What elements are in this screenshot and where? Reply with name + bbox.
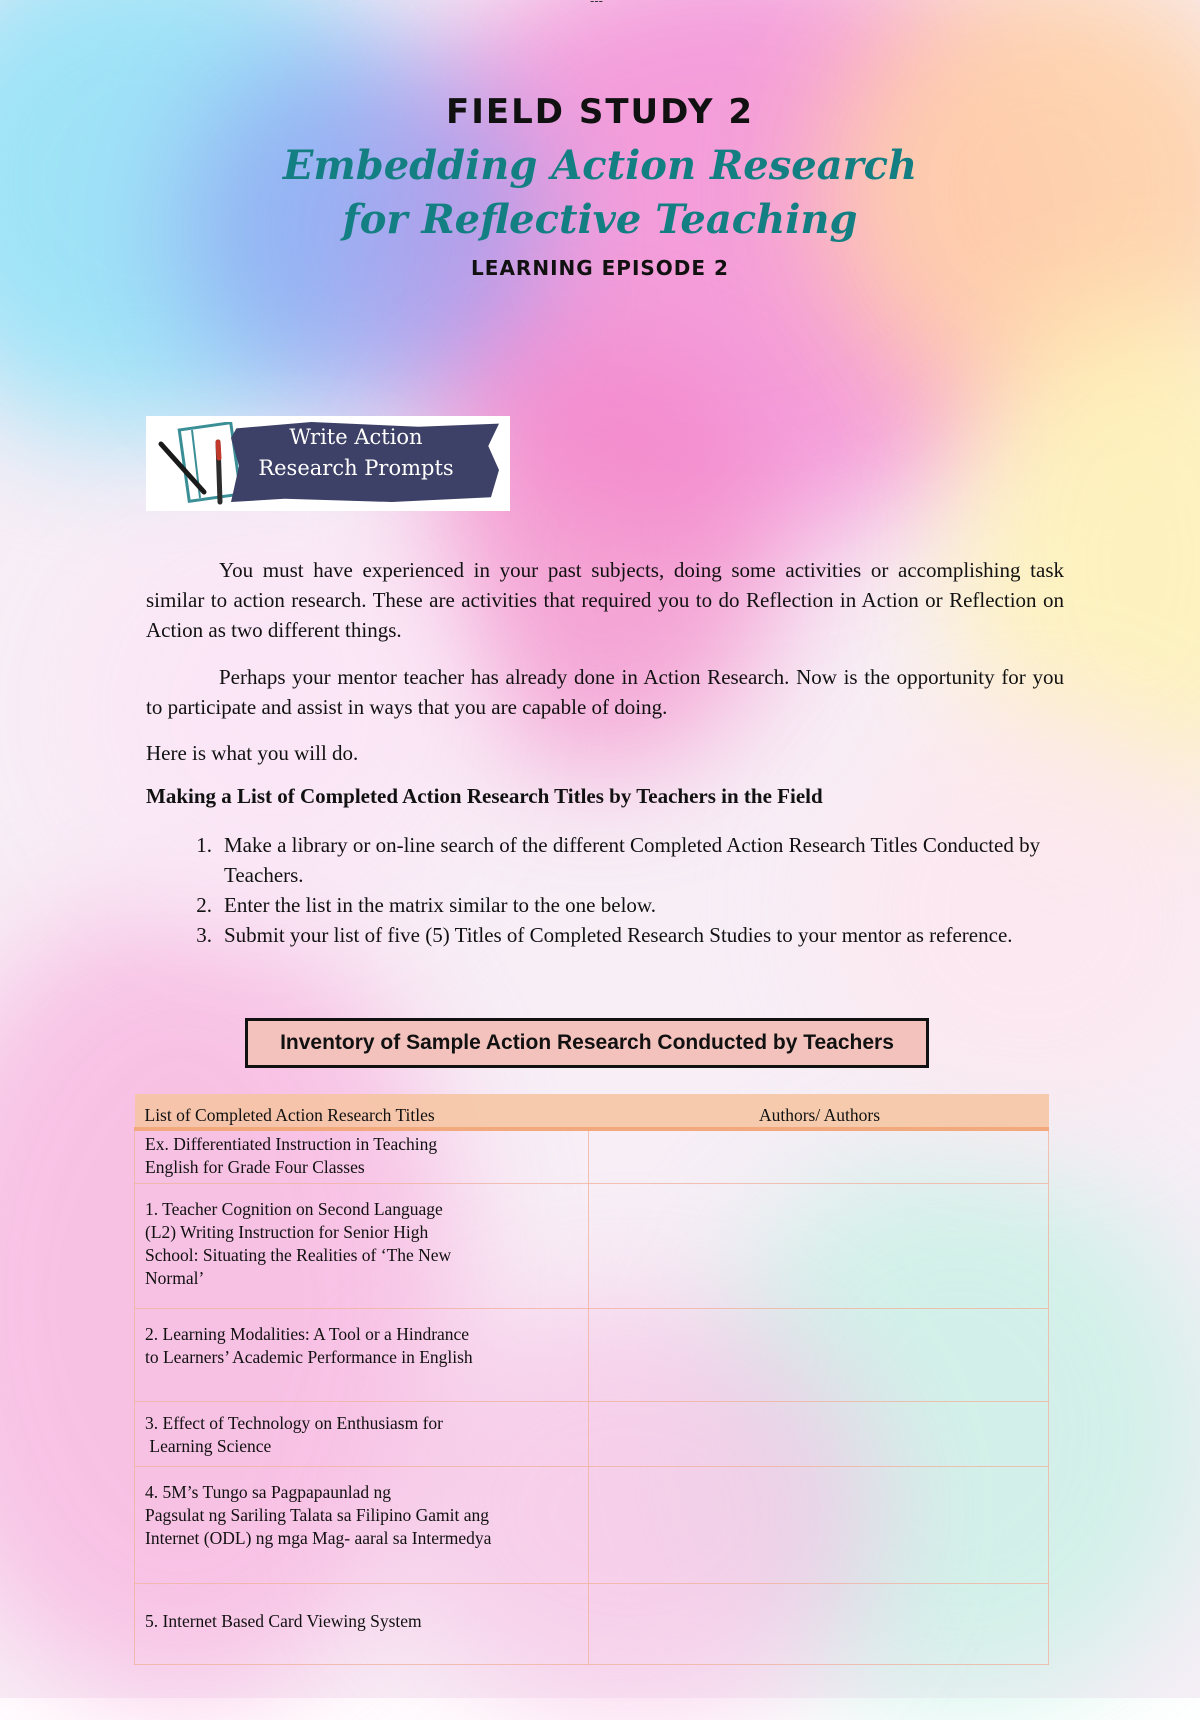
intro-text: You must have experienced in your past subjects, doing some activities or accomplishing task similar to action research. These are activities that required you to do Reflection in Action or Reflection on Action as two different things.	[146, 558, 1064, 642]
table-header-row	[135, 1094, 1049, 1129]
subtitle-line-2: for Reflective Teaching	[342, 196, 858, 243]
author-cell[interactable]	[589, 1309, 1049, 1402]
title-cell: Ex. Differentiated Instruction in Teaching English for Grade Four Classes	[135, 1129, 589, 1184]
steps-list	[146, 830, 1064, 950]
author-cell[interactable]	[589, 1129, 1049, 1184]
column-header-authors: Authors/ Authors	[589, 1094, 1049, 1129]
section-heading: Making a List of Completed Action Research Titles by Teachers in the Field	[146, 784, 823, 808]
mentor-text: Perhaps your mentor teacher has already done in Action Research. Now is the opportunity for you to participate and assist in ways that you are capable of doing.	[146, 665, 1064, 719]
notebook-pens-icon	[156, 422, 246, 506]
subtitle-line-1: Embedding Action Research	[282, 142, 918, 189]
list-item: 2. Enter the list in the matrix similar to the one below.	[196, 893, 656, 917]
author-cell[interactable]	[589, 1184, 1049, 1309]
table-row	[135, 1184, 1049, 1309]
list-item: 1. Make a library or on-line search of the different Completed Action Research Titles Conducted by Teachers.	[196, 833, 1041, 887]
episode-label: LEARNING EPISODE 2	[471, 256, 729, 280]
banner-line-1: Write Action	[289, 425, 423, 449]
title-cell: 1. Teacher Cognition on Second Language (L2) Writing Instruction for Senior High School: Situating the Realities of ‘The New Normal’	[135, 1184, 589, 1309]
table-row	[135, 1402, 1049, 1467]
inventory-title: Inventory of Sample Action Research Conducted by Teachers	[245, 1018, 929, 1068]
column-header-titles: List of Completed Action Research Titles	[135, 1094, 589, 1129]
title-cell: 4. 5M’s Tungo sa Pagpapaunlad ng Pagsulat ng Sariling Talata sa Filipino Gamit ang Internet (ODL) ng mga Mag- aaral sa Intermedya	[135, 1467, 589, 1584]
title-cell: 2. Learning Modalities: A Tool or a Hindrance to Learners’ Academic Performance in English	[135, 1309, 589, 1402]
title-cell: 5. Internet Based Card Viewing System	[135, 1584, 589, 1665]
page-title: FIELD STUDY 2	[446, 92, 754, 132]
banner-line-2: Research Prompts	[258, 456, 454, 480]
table-row	[135, 1309, 1049, 1402]
title-cell: 3. Effect of Technology on Enthusiasm for Learning Science	[135, 1402, 589, 1467]
mentor-paragraph	[146, 662, 1064, 722]
list-item: 3. Submit your list of five (5) Titles of Completed Research Studies to your mentor as reference.	[196, 923, 1013, 947]
author-cell[interactable]	[589, 1584, 1049, 1665]
research-table	[134, 1094, 1049, 1665]
prompts-banner	[146, 416, 510, 511]
banner-text	[256, 422, 456, 484]
top-mark: ---	[590, 0, 603, 8]
author-cell[interactable]	[589, 1402, 1049, 1467]
table-row	[135, 1467, 1049, 1584]
table-row	[135, 1129, 1049, 1184]
table-row	[135, 1584, 1049, 1665]
author-cell[interactable]	[589, 1467, 1049, 1584]
intro-paragraph	[146, 555, 1064, 645]
instruction-paragraph: Here is what you will do.	[146, 741, 359, 765]
